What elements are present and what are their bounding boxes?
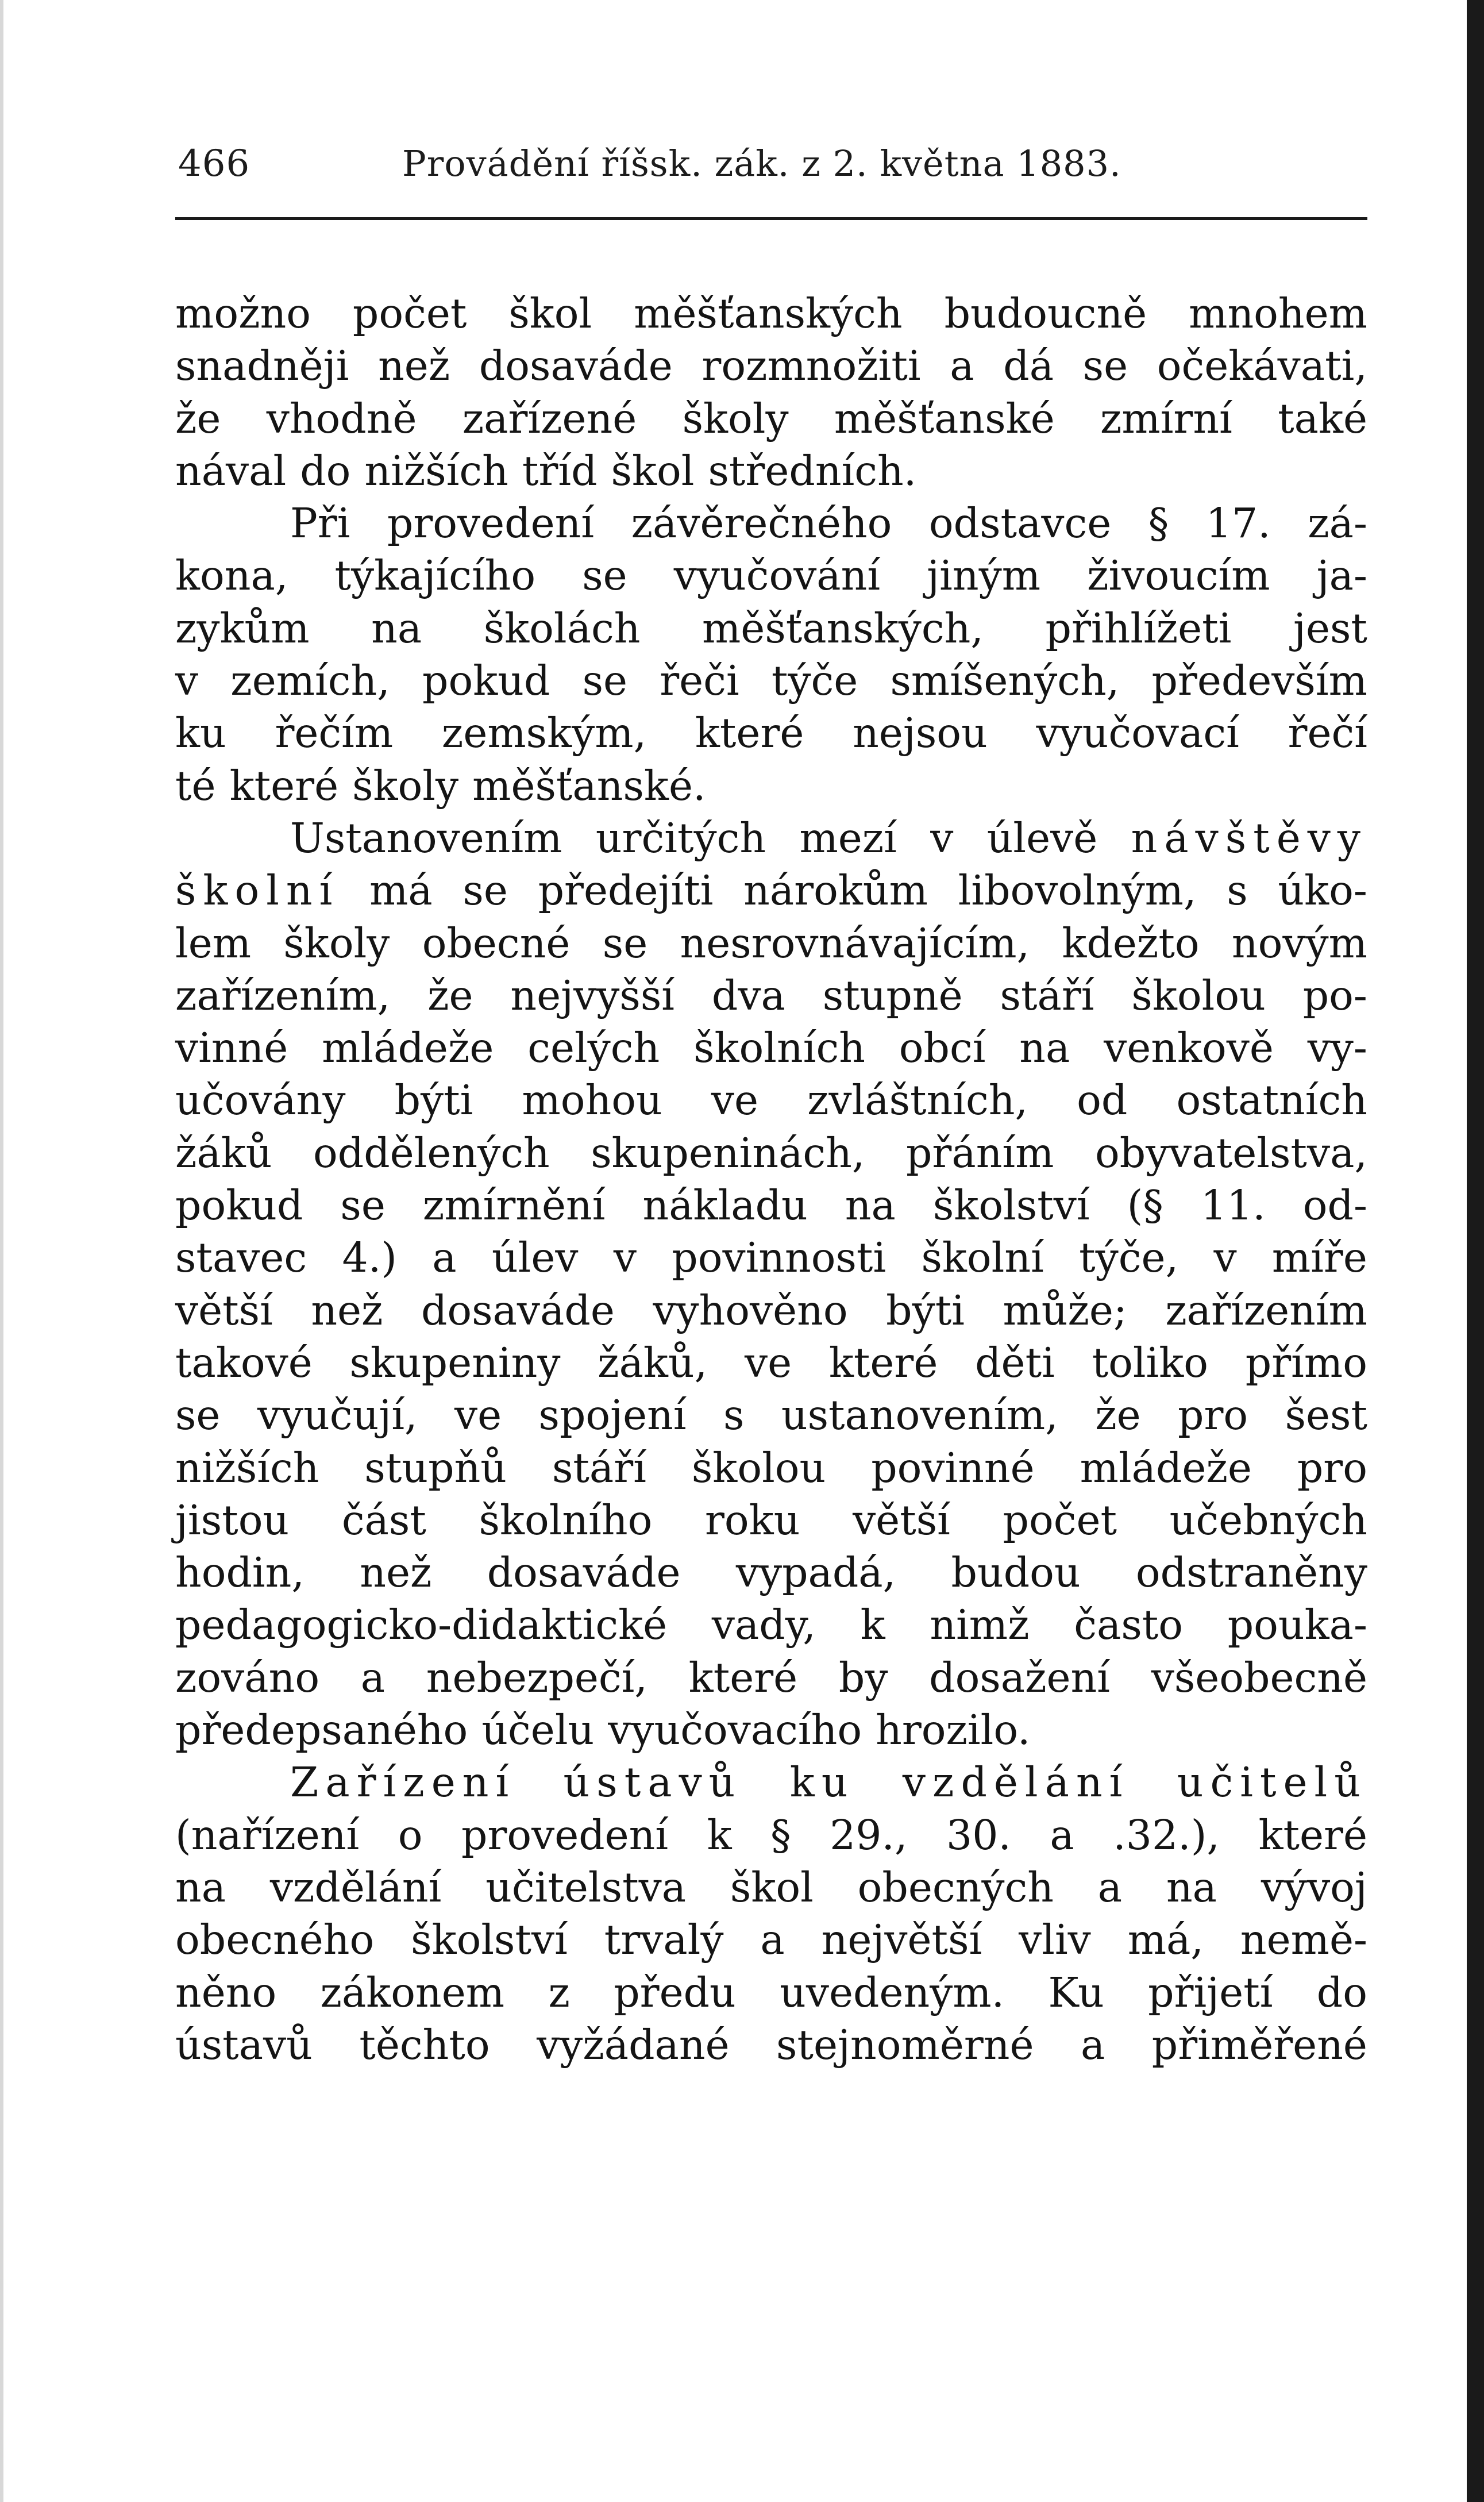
text-line: Při provedení závěrečného odstavce § 17. zá-: [290, 499, 1367, 548]
running-head: [175, 132, 1367, 195]
text-line: pokud se zmírnění nákladu na školství (§ 11. od-: [175, 1181, 1367, 1230]
page-number: 466: [178, 143, 250, 185]
text-line: kona, týkajícího se vyučování jiným živoucím ja-: [175, 552, 1367, 600]
text-line: ku řečím zemským, které nejsou vyučovací řečí: [175, 709, 1367, 757]
text-line: té které školy měšťanské.: [175, 761, 706, 810]
text-line: žáků oddělených skupeninách, přáním obyvatelstva,: [175, 1129, 1367, 1177]
text-line: stavec 4.) a úlev v povinnosti školní týče, v míře: [175, 1234, 1367, 1282]
text-line: školní má se předejíti nárokům libovolným, s úko-: [175, 867, 1367, 915]
scan-edge-right: [1467, 0, 1484, 2502]
text-line: hodin, než dosaváde vypadá, budou odstraněny: [175, 1549, 1367, 1597]
text-line: větší než dosaváde vyhověno býti může; zařízením: [175, 1286, 1367, 1334]
text-line: pedagogicko-didaktické vady, k nimž často pouka-: [175, 1601, 1367, 1649]
text-line: snadněji než dosaváde rozmnožiti a dá se očekávati,: [175, 342, 1367, 390]
text-line: ústavů těchto vyžádané stejnoměrné a přiměřené: [175, 2020, 1367, 2069]
text-line: Ustanovením určitých mezí v úlevě návštěvy: [290, 814, 1367, 862]
text-line: vinné mládeže celých školních obcí na venkově vy-: [175, 1024, 1367, 1072]
scan-edge-left: [0, 0, 3, 2502]
text-line: na vzdělání učitelstva škol obecných a na vývoj: [175, 1863, 1367, 1911]
text-line: předepsaného účelu vyučovacího hrozilo.: [175, 1706, 1031, 1754]
text-line: zařízením, že nejvyšší dva stupně stáří školou po-: [175, 971, 1367, 1019]
text-line: že vhodně zařízené školy měšťanské zmírní také: [175, 394, 1367, 442]
text-line: v zemích, pokud se řeči týče smíšených, především: [175, 657, 1367, 705]
text-line: učovány býti mohou ve zvláštních, od ostatních: [175, 1076, 1367, 1125]
text-line: jistou část školního roku větší počet učebných: [175, 1496, 1367, 1544]
text-line: obecného školství trvalý a největší vliv má, nemě-: [175, 1916, 1367, 1964]
text-line: Zařízení ústavů ku vzdělání učitelů: [290, 1758, 1367, 1807]
text-line: zykům na školách měšťanských, přihlížeti jest: [175, 604, 1367, 652]
text-line: zováno a nebezpečí, které by dosažení všeobecně: [175, 1653, 1367, 1702]
text-line: něno zákonem z předu uvedeným. Ku přijetí do: [175, 1968, 1367, 2016]
text-line: se vyučují, ve spojení s ustanovením, že pro šest: [175, 1391, 1367, 1439]
text-line: lem školy obecné se nesrovnávajícím, kdežto novým: [175, 919, 1367, 967]
header-rule: [175, 217, 1367, 220]
text-line: (nařízení o provedení k § 29., 30. a .32.), které: [175, 1811, 1367, 1859]
text-line: nával do nižších tříd škol středních.: [175, 446, 917, 495]
book-page: [175, 132, 1367, 2069]
text-line: nižších stupňů stáří školou povinné mládeže pro: [175, 1444, 1367, 1492]
text-line: možno počet škol měšťanských budoucně mnohem: [175, 290, 1367, 337]
running-title: Provádění říšsk. zák. z 2. května 1883.: [402, 143, 1121, 184]
body-text: [175, 287, 1367, 2071]
text-line: takové skupeniny žáků, ve které děti toliko přímo: [175, 1338, 1367, 1387]
